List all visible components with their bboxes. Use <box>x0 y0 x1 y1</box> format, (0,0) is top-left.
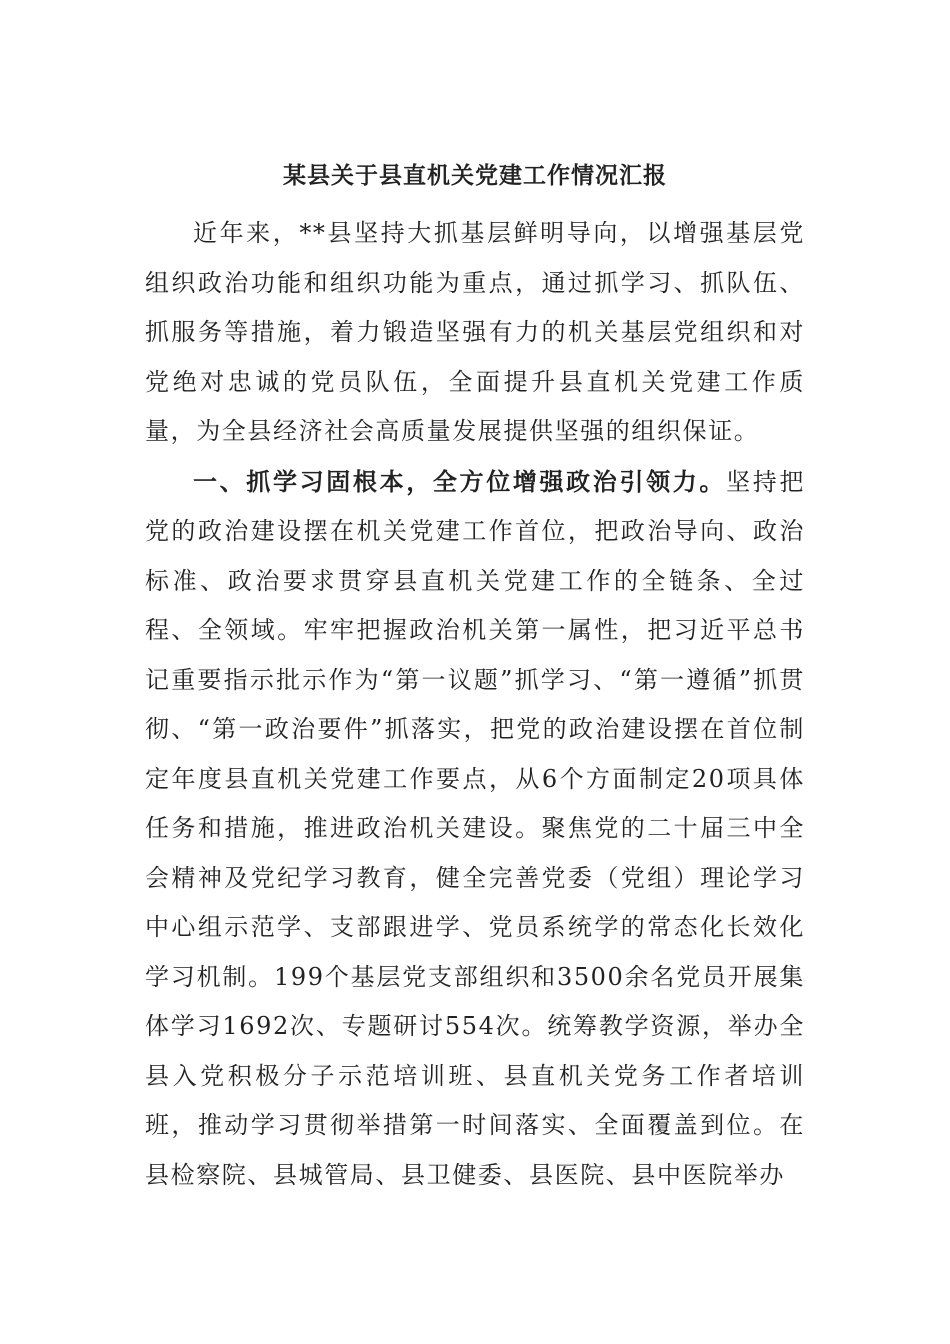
section-1-paragraph <box>145 457 805 1201</box>
section-1-heading: 一、抓学习固根本，全方位增强政治引领力。 <box>193 466 727 496</box>
document-title: 某县关于县直机关党建工作情况汇报 <box>283 162 667 189</box>
document-page <box>145 158 805 1200</box>
section-1-body: 坚持把党的政治建设摆在机关党建工作首位，把政治导向、政治标准、政治要求贯穿县直机关党建工作的全链条、全过程、全领域。牢牢把握政治机关第一属性，把习近平总书记重要指示批示作为“第一议题”抓学习、“第一遵循”抓贯彻、“第一政治要件”抓落实，把党的政治建设摆在首位制定年度县直机关党建工作要点，从6个方面制定20项具体任务和措施，推进政治机关建设。聚焦党的二十届三中全会精神及党纪学习教育，健全完善党委（党组）理论学习中心组示范学、支部跟进学、党员系统学的常态化长效化学习机制。199个基层党支部组织和3500余名党员开展集体学习1692次、专题研讨554次。统筹教学资源，举办全县入党积极分子示范培训班、县直机关党务工作者培训班，推动学习贯彻举措第一时间落实、全面覆盖到位。在县检察院、县城管局、县卫健委、县医院、县中医院举办 <box>145 467 805 1189</box>
intro-paragraph: 近年来，**县坚持大抓基层鲜明导向，以增强基层党组织政治功能和组织功能为重点，通过抓学习、抓队伍、抓服务等措施，着力锻造坚强有力的机关基层党组织和对党绝对忠诚的党员队伍，全面提升县直机关党建工作质量，为全县经济社会高质量发展提供坚强的组织保证。 <box>145 219 805 445</box>
